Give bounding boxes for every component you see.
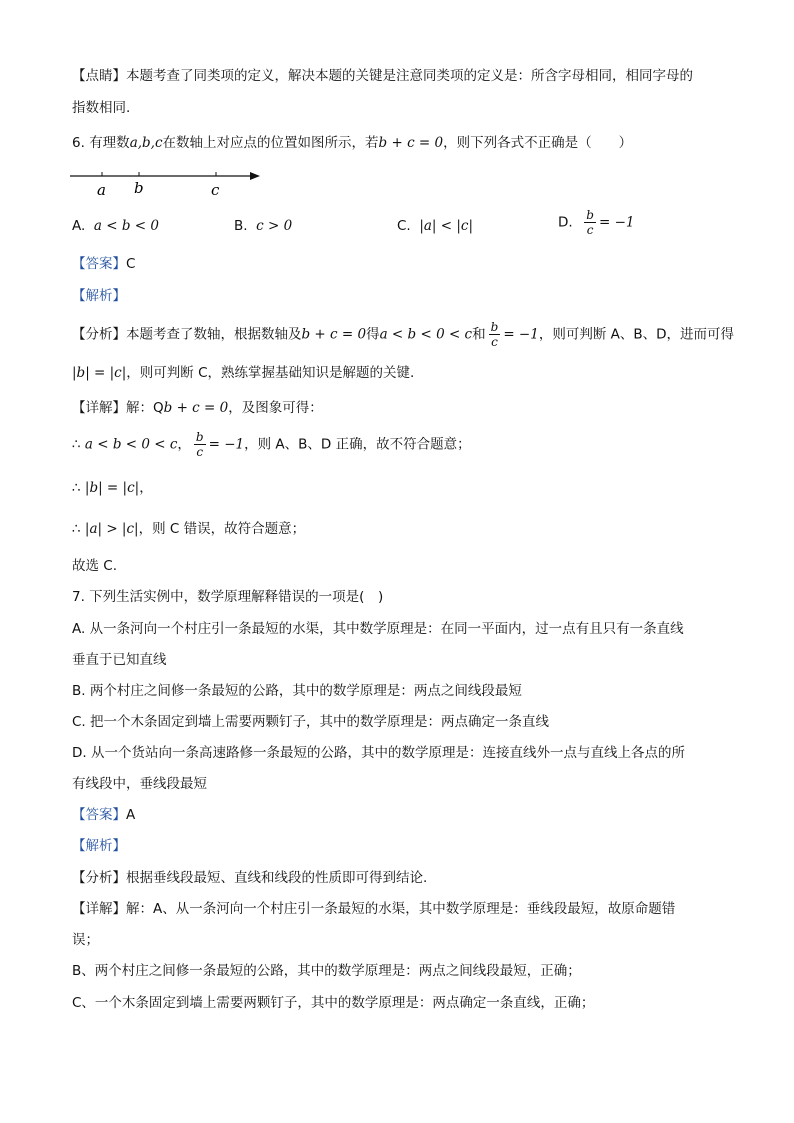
q7-jiexi-line <box>72 836 734 856</box>
q6-condition: b + c = 0 <box>378 135 444 151</box>
q6-answer-tag: 【答案】 <box>72 256 126 272</box>
q7-xiangjie-line-1: 【详解】解：A、从一条河向一个村庄引一条最短的水渠，其中数学原理是：垂线段最短，故原命题错 <box>72 901 676 917</box>
number-line-arrow <box>250 172 260 180</box>
q6-stem-pre: 有理数 <box>89 135 130 151</box>
q6-xiangjie-line-1: 【详解】解：Qb + c = 0，及图象可得： <box>72 400 323 416</box>
axis-label-a: a <box>97 181 106 199</box>
q6-fenxi-tag: 【分析】 <box>72 326 126 343</box>
q6-xiangjie-line-5: 故选 C. <box>72 558 118 574</box>
fenxi-fraction: $\frac{b}{c}$ <box>490 320 499 349</box>
q6-fenxi-line-1: 【分析】本题考查了数轴，根据数轴及b + c = 0得a < b < 0 < c和 $\frac{b}{c}$ = −1，则可判断 A、B、D，进而可得 <box>72 320 735 349</box>
q6-xiangjie-line-2: ∴ a < b < 0 < c， $\frac{b}{c}$ = −1，则 A、B、D 正确，故不符合题意； <box>72 430 471 459</box>
q7-option-a-line-2: 垂直于已知直线 <box>72 652 167 668</box>
xiangjie-fraction: $\frac{b}{c}$ <box>195 430 204 459</box>
option-c: C. |a| < |c| <box>397 218 474 234</box>
option-d: D. $\frac{b}{c}$ = −1 <box>558 208 635 237</box>
q6-answer: C <box>126 256 136 272</box>
q6-stem-mid: 在数轴上对应点的位置如图所示，若 <box>162 135 379 151</box>
dianjing-text-2: 指数相同. <box>72 100 131 116</box>
q7-option-c: C. 把一个木条固定到墙上需要两颗钉子，其中的数学原理是：两点确定一条直线 <box>72 714 550 730</box>
q7-option-a-line-1: A. 从一条河向一个村庄引一条最短的水渠，其中数学原理是：在同一平面内，过一点有且只有一条直线 <box>72 621 684 637</box>
axis-label-c: c <box>211 181 220 199</box>
option-b: B. c > 0 <box>234 218 293 234</box>
q7-xiangjie-line-4: C、一个木条固定到墙上需要两颗钉子，其中的数学原理是：两点确定一条直线，正确； <box>72 995 595 1011</box>
dianjing-text-1: 本题考查了同类项的定义，解决本题的关键是注意同类项的定义是：所含字母相同，相同字母的 <box>126 68 693 84</box>
q7-option-b: B. 两个村庄之间修一条最短的公路，其中的数学原理是：两点之间线段最短 <box>72 683 522 699</box>
q7-xiangjie-line-3: B、两个村庄之间修一条最短的公路，其中的数学原理是：两点之间线段最短，正确； <box>72 963 581 979</box>
q7-fenxi-line: 【分析】根据垂线段最短、直线和线段的性质即可得到结论. <box>72 870 428 886</box>
option-d-fraction: $\frac{b}{c}$ <box>586 208 594 237</box>
q6-fenxi-line-2: |b| = |c|，则可判断 C，熟练掌握基础知识是解题的关键. <box>72 365 415 381</box>
q6-stem-post: ，则下列各式不正确是（ ） <box>443 135 633 151</box>
dianjing-line-2 <box>72 98 734 118</box>
q6-stem <box>72 133 734 153</box>
q6-answer-line <box>72 254 734 274</box>
q7-stem: 7. 下列生活实例中，数学原理解释错误的一项是( ) <box>72 589 384 605</box>
q7-option-d-line-2: 有线段中，垂线段最短 <box>72 776 207 792</box>
q6-xiangjie-line-4: ∴ |a| > |c|，则 C 错误，故符合题意； <box>72 521 306 537</box>
dianjing-line-1 <box>72 66 734 86</box>
number-line-figure <box>70 163 270 203</box>
q7-option-d-line-1: D. 从一个货站向一条高速路修一条最短的公路，其中的数学原理是：连接直线外一点与直线上各点的所 <box>72 745 685 761</box>
q7-xiangjie-line-2: 误； <box>72 932 99 948</box>
q6-jiexi-line <box>72 286 734 306</box>
dianjing-tag: 【点睛】 <box>72 68 126 84</box>
q7-jiexi-tag: 【解析】 <box>72 838 126 854</box>
q7-answer: A <box>126 807 136 823</box>
option-a: A. a < b < 0 <box>72 218 159 234</box>
q6-number: 6. <box>72 135 85 151</box>
q6-xiangjie-tag: 【详解】 <box>72 400 126 416</box>
q7-answer-tag: 【答案】 <box>72 807 126 823</box>
q6-options <box>72 208 734 242</box>
q6-jiexi-tag: 【解析】 <box>72 288 126 304</box>
axis-label-b: b <box>134 179 144 197</box>
q6-xiangjie-line-3: ∴ |b| = |c|， <box>72 480 153 496</box>
q7-answer-line <box>72 805 734 825</box>
q6-vars: a,b,c <box>129 135 163 151</box>
